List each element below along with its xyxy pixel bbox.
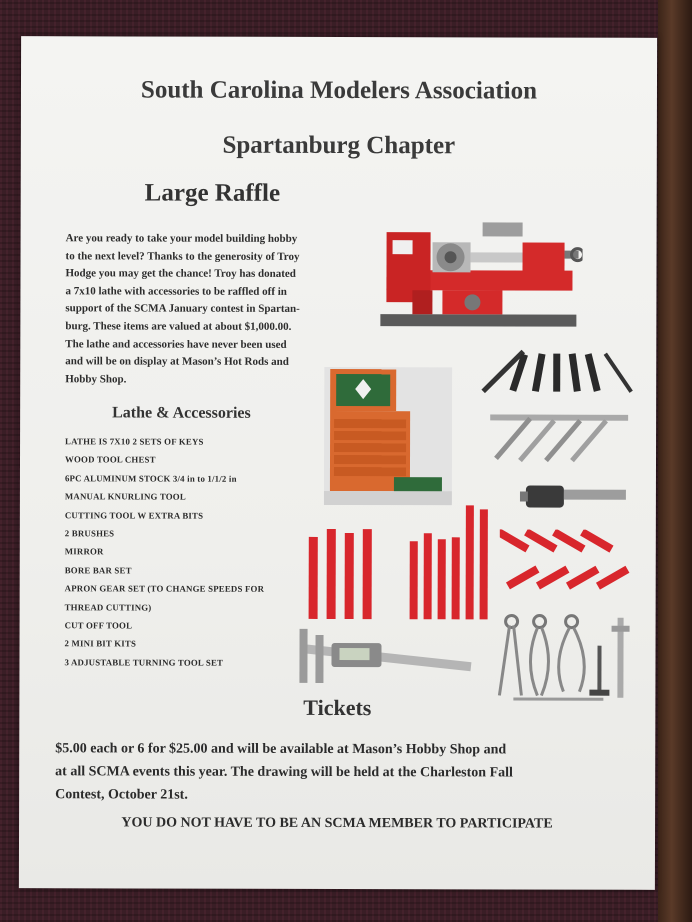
intro-line: The lathe and accessories have never been used <box>65 337 287 351</box>
wooden-edge <box>658 0 692 922</box>
accessories-heading: Lathe & Accessories <box>112 404 251 422</box>
tickets-info-line: $5.00 each or 6 for $25.00 and will be available at Mason’s Hobby Shop and <box>55 741 507 758</box>
list-item: APRON GEAR SET (TO CHANGE SPEEDS FOR <box>64 583 265 594</box>
intro-line: and will be on display at Mason’s Hot Rods and <box>65 355 289 369</box>
participation-notice: YOU DO NOT HAVE TO BE AN SCMA MEMBER TO PARTICIPATE <box>121 815 553 832</box>
list-item: 6PC ALUMINUM STOCK 3/4 in to 1/1/2 in <box>64 473 237 484</box>
lathe-photo <box>372 202 582 333</box>
list-item: THREAD CUTTING) <box>64 601 152 613</box>
tickets-info-line: Contest, October 21st. <box>55 787 188 803</box>
accessories-list <box>64 432 264 672</box>
list-item: MANUAL KNURLING TOOL <box>64 491 186 502</box>
tickets-heading: Tickets <box>303 694 372 721</box>
raffle-title: Large Raffle <box>144 179 281 207</box>
drill-chuck-photo <box>520 477 630 513</box>
intro-paragraph <box>65 230 360 389</box>
mini-bit-kit-photo <box>406 503 496 623</box>
knurling-tools-photo <box>475 347 635 397</box>
tickets-info-line: at all SCMA events this year. The drawing will be held at the Charleston Fall <box>55 764 513 781</box>
tickets-info <box>55 737 625 807</box>
intro-line: Are you ready to take your model building hobby <box>65 232 298 245</box>
intro-line: to the next level? Thanks to the generosity of Troy <box>65 249 300 263</box>
intro-line: a 7x10 lathe with accessories to be raffled off in <box>65 285 287 298</box>
aluminum-stock-photo <box>490 414 630 464</box>
org-title: South Carolina Modelers Association <box>140 76 538 105</box>
intro-line: Hodge you may get the chance! Troy has donated <box>65 267 296 281</box>
list-item: CUT OFF TOOL <box>64 620 133 631</box>
cutting-bits-photo <box>305 525 385 625</box>
measuring-tools-photo <box>493 611 639 701</box>
list-item: WOOD TOOL CHEST <box>64 454 156 465</box>
intro-line: support of the SCMA January contest in Spartan- <box>65 302 300 316</box>
list-item: 2 BRUSHES <box>64 528 115 539</box>
chapter-title: Spartanburg Chapter <box>222 131 456 160</box>
list-item: MIRROR <box>64 546 104 557</box>
raffle-flyer <box>19 36 657 890</box>
list-item: CUTTING TOOL W EXTRA BITS <box>64 509 204 521</box>
turning-tool-set-photo <box>500 529 636 601</box>
tool-chest-photo <box>324 367 452 505</box>
list-item: BORE BAR SET <box>64 565 132 576</box>
intro-line: Hobby Shop. <box>65 373 127 386</box>
intro-line: burg. These items are valued at about $1,000.00. <box>65 320 292 333</box>
digital-caliper-photo <box>291 627 476 697</box>
list-item: LATHE IS 7X10 2 SETS OF KEYS <box>65 436 204 447</box>
list-item: 2 MINI BIT KITS <box>64 638 137 649</box>
list-item: 3 ADJUSTABLE TURNING TOOL SET <box>64 656 224 668</box>
